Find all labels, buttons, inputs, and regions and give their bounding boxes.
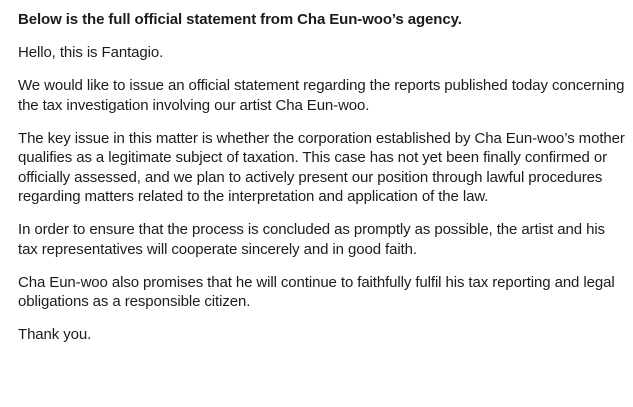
statement-paragraph-key-issue: The key issue in this matter is whether the corporation established by Cha Eun-woo’s mother qualifies as a legitimate subject of taxation. This case has not yet been finally confirmed or officially assessed, and we plan to actively present our position through lawful procedures regarding matters related to the interpretation and application of the law. [18,129,625,205]
statement-paragraph-promise: Cha Eun-woo also promises that he will continue to faithfully fulfil his tax reporting and legal obligations as a responsible citizen. [18,273,615,310]
statement-headline: Below is the full official statement from Cha Eun-woo’s agency. [18,11,462,28]
statement-greeting: Hello, this is Fantagio. [18,44,164,61]
statement-closing: Thank you. [18,326,92,343]
statement-document [18,10,628,358]
statement-paragraph-intro: We would like to issue an official statement regarding the reports published today concerning the tax investigation involving our artist Cha Eun-woo. [18,77,625,114]
statement-paragraph-cooperation: In order to ensure that the process is concluded as promptly as possible, the artist and his tax representatives will cooperate sincerely and in good faith. [18,221,605,258]
